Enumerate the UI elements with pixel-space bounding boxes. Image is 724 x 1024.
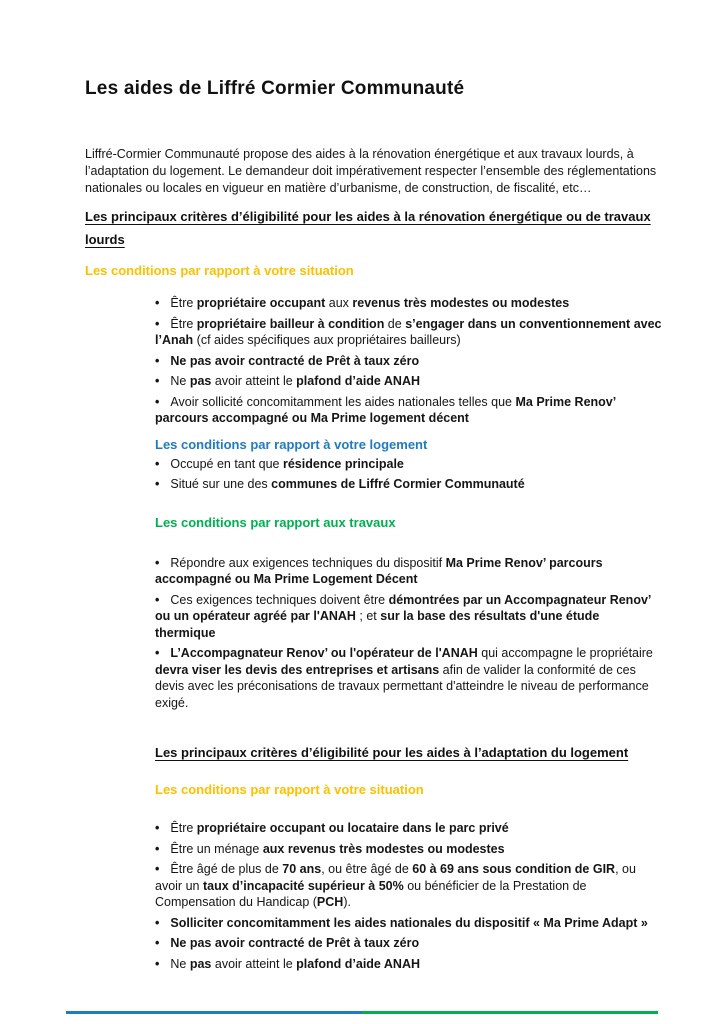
- bullet-text-bold: résidence principale: [282, 456, 404, 471]
- renovation-section-heading: Les principaux critères d’éligibilité pour les aides à la rénovation énergétique ou de travaux lourds: [85, 209, 651, 247]
- bullet-text-bold: Ma Prime Renov’ parcours accompagné ou Ma Prime logement décent: [155, 394, 616, 425]
- adaptation-section-heading: Les principaux critères d’éligibilité pour les aides à l’adaptation du logement: [155, 745, 629, 760]
- bullet-marker-icon: •: [155, 646, 160, 660]
- bullet-text: Être: [170, 296, 197, 310]
- bullet-item: [155, 316, 662, 349]
- renovation-situation-heading: Les conditions par rapport à votre situation: [85, 263, 354, 278]
- bullet-marker-icon: •: [155, 862, 160, 876]
- bullet-text-bold: démontrées par un Accompagnateur Renov’ ou un opérateur agréé par l'ANAH: [155, 592, 651, 623]
- bullet-item: [155, 373, 662, 390]
- bullet-text-bold: communes de Liffré Cormier Communauté: [271, 477, 525, 491]
- bullet-text: Occupé en tant que: [170, 456, 283, 471]
- bullet-item: [155, 915, 662, 932]
- bullet-text-bold: Solliciter concomitamment les aides nationales du dispositif « Ma Prime Adapt »: [170, 915, 648, 930]
- bullet-item: [155, 295, 662, 312]
- bullet-marker-icon: •: [155, 821, 160, 835]
- bullet-text-bold: devra viser les devis des entreprises et artisans: [155, 662, 440, 677]
- adaptation-situation-heading: Les conditions par rapport à votre situation: [155, 782, 424, 797]
- footer-rule-green-segment: [362, 1011, 658, 1014]
- intro-paragraph: Liffré-Cormier Communauté propose des aides à la rénovation énergétique et aux travaux lourds, à l’adaptation du logement. Le demandeur doit impérativement respecter l’ensemble des réglementations nationales ou locales en vigueur en matière d’urbanisme, de construction, de fiscalité, etc…: [85, 147, 657, 195]
- bullet-text: Être âgé de plus de: [170, 862, 283, 876]
- bullet-marker-icon: •: [155, 456, 160, 471]
- bullet-item: [155, 956, 662, 973]
- bullet-marker-icon: •: [155, 394, 160, 409]
- bullet-item: [155, 935, 662, 952]
- bullet-text-bold: Ne pas avoir contracté de Prêt à taux zéro: [170, 353, 420, 368]
- bullet-text: Être: [170, 316, 197, 331]
- bullet-text: (cf aides spécifiques aux propriétaires bailleurs): [193, 333, 461, 347]
- bullet-text-bold: s’engager dans un conventionnement avec l’Anah: [155, 316, 662, 347]
- bullet-text-bold: propriétaire occupant: [196, 296, 326, 310]
- bullet-text: Situé sur une des: [170, 477, 272, 491]
- renovation-logement-heading: Les conditions par rapport à votre logement: [155, 436, 428, 452]
- bullet-text: qui accompagne le propriétaire: [477, 646, 653, 660]
- bullet-item: [155, 820, 662, 837]
- bullet-text-bold: pas: [189, 956, 212, 971]
- bullet-marker-icon: •: [155, 555, 160, 570]
- bullet-text-bold: Ma Prime Renov’ parcours accompagné ou Ma Prime Logement Décent: [155, 555, 603, 586]
- bullet-text-bold: 70 ans: [282, 862, 322, 876]
- bullet-marker-icon: •: [155, 374, 160, 388]
- bullet-text-bold: 60 à 69 ans sous condition de GIR: [412, 862, 616, 876]
- bullet-item: [155, 645, 662, 711]
- bullet-text-bold: propriétaire occupant ou locataire dans le parc privé: [196, 821, 509, 835]
- bullet-item: [155, 555, 662, 588]
- bullet-text: avoir atteint le: [211, 374, 297, 388]
- renovation-logement-list: [85, 456, 662, 493]
- bullet-text-bold: propriétaire bailleur à condition: [196, 316, 385, 331]
- bullet-text: , ou avoir un: [155, 862, 636, 893]
- bullet-marker-icon: •: [155, 915, 160, 930]
- bullet-text: Être un ménage: [170, 841, 263, 856]
- bullet-item: [155, 394, 662, 427]
- bullet-text: Être: [170, 821, 197, 835]
- bullet-item: [155, 353, 662, 370]
- bullet-text-bold: aux revenus très modestes ou modestes: [262, 841, 505, 856]
- bullet-text-bold: L’Accompagnateur Renov’ ou l'opérateur de l'ANAH: [170, 646, 478, 660]
- bullet-text: Ces exigences techniques doivent être: [170, 592, 389, 607]
- bullet-marker-icon: •: [155, 592, 160, 607]
- bullet-marker-icon: •: [155, 353, 160, 368]
- bullet-text: afin de valider la conformité de ces devis avec les préconisations de travaux permettant d'atteindre le niveau de performance exigé.: [155, 662, 649, 710]
- bullet-text: , ou être âgé de: [321, 862, 413, 876]
- bullet-text-bold: Ne pas avoir contracté de Prêt à taux zéro: [170, 936, 420, 950]
- bullet-text: ).: [343, 895, 351, 909]
- bullet-text-bold: plafond d’aide ANAH: [296, 956, 420, 971]
- bullet-item: [155, 861, 662, 911]
- page-title: Les aides de Liffré Cormier Communauté: [85, 78, 465, 99]
- bullet-text: Répondre aux exigences techniques du dispositif: [170, 555, 446, 570]
- bullet-marker-icon: •: [155, 296, 160, 310]
- bullet-text: ou bénéficier de la Prestation de Compensation du Handicap (: [155, 878, 587, 909]
- renovation-situation-list: [85, 295, 662, 427]
- renovation-travaux-list: [85, 555, 662, 712]
- bullet-marker-icon: •: [155, 316, 160, 331]
- adaptation-situation-list: [85, 820, 662, 972]
- bullet-text: Ne: [170, 374, 190, 388]
- bullet-text: Avoir sollicité concomitamment les aides nationales telles que: [170, 394, 516, 409]
- bullet-text: aux: [325, 296, 353, 310]
- bullet-text-bold: pas: [189, 374, 212, 388]
- bullet-marker-icon: •: [155, 477, 160, 491]
- bullet-text-bold: PCH: [316, 895, 344, 909]
- bullet-text: de: [384, 316, 406, 331]
- footer-rule: [66, 1011, 658, 1014]
- bullet-marker-icon: •: [155, 956, 160, 971]
- bullet-text: avoir atteint le: [211, 956, 297, 971]
- bullet-text-bold: sur la base des résultats d'une étude thermique: [155, 609, 600, 640]
- bullet-text-bold: revenus très modestes ou modestes: [352, 296, 570, 310]
- bullet-text-bold: plafond d’aide ANAH: [296, 374, 420, 388]
- bullet-text-bold: taux d’incapacité supérieur à 50%: [202, 878, 404, 893]
- bullet-text: ; et: [355, 609, 381, 623]
- bullet-item: [155, 841, 662, 858]
- bullet-text: Ne: [170, 956, 190, 971]
- bullet-item: [155, 456, 662, 473]
- bullet-marker-icon: •: [155, 841, 160, 856]
- renovation-travaux-heading: Les conditions par rapport aux travaux: [155, 514, 396, 530]
- bullet-item: [155, 476, 662, 493]
- bullet-marker-icon: •: [155, 936, 160, 950]
- bullet-item: [155, 592, 662, 642]
- footer-rule-blue-segment: [66, 1011, 362, 1014]
